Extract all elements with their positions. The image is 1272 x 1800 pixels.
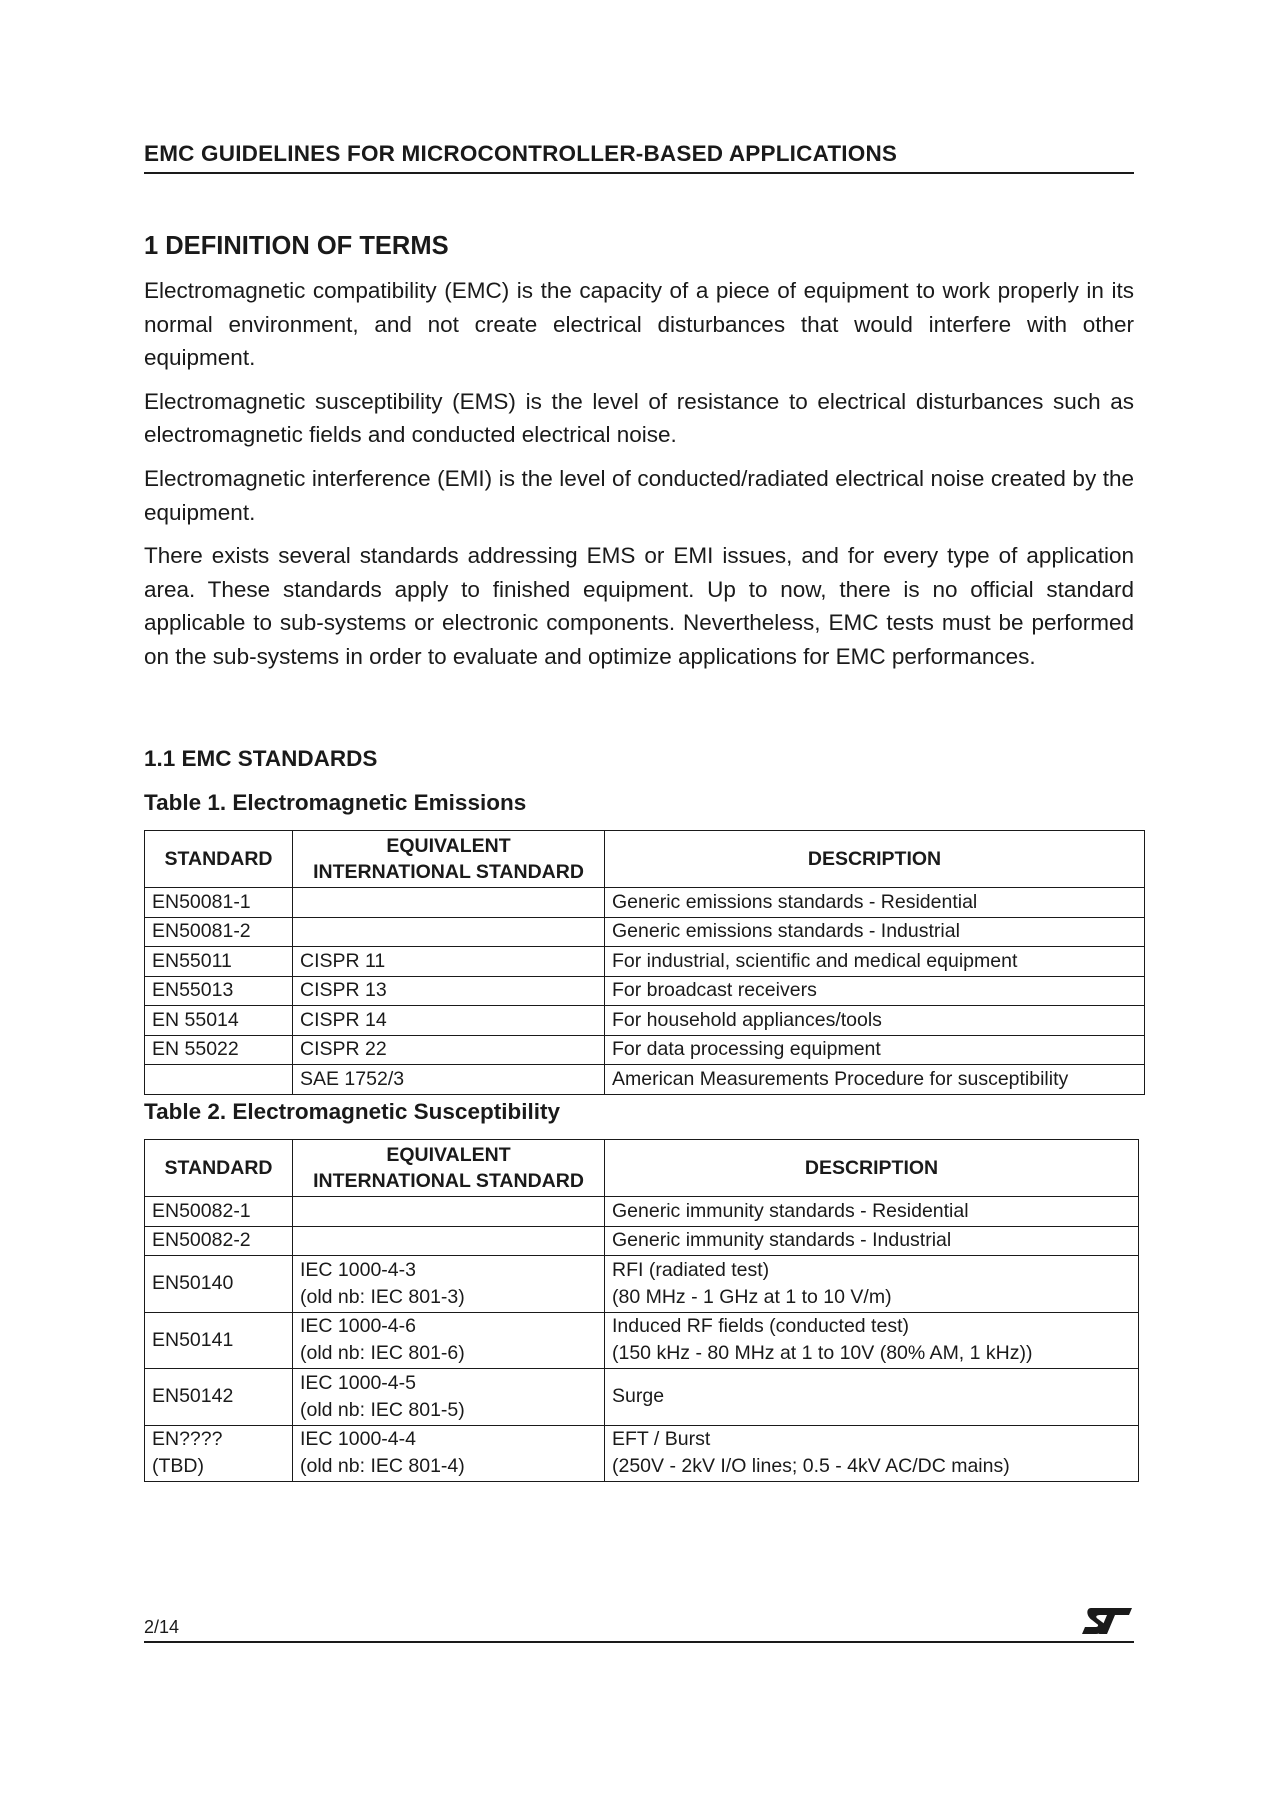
table1-caption: Table 1. Electromagnetic Emissions bbox=[144, 790, 527, 815]
cell-equivalent bbox=[293, 1226, 605, 1256]
header-equivalent-line2: INTERNATIONAL STANDARD bbox=[313, 1170, 584, 1192]
header-standard: STANDARD bbox=[145, 831, 293, 888]
cell-description: Generic immunity standards - Industrial bbox=[605, 1226, 1139, 1256]
running-header: EMC GUIDELINES FOR MICROCONTROLLER-BASED APPLICATIONS bbox=[144, 141, 898, 166]
cell-description-line2: (250V - 2kV I/O lines; 0.5 - 4kV AC/DC mains) bbox=[612, 1455, 1010, 1478]
paragraph-standards: There exists several standards addressing EMS or EMI issues, and for every type of application area. These standards apply to finished equipment. Up to now, there is no official standard applicable to sub-systems or electronic components. Nevertheless, EMC tests must be performed on the sub-systems in order to evaluate and optimize applications for EMC performances. bbox=[144, 543, 1134, 669]
page-number: 2/14 bbox=[144, 1617, 180, 1637]
cell-description: Generic immunity standards - Residential bbox=[605, 1197, 1139, 1227]
cell-equivalent bbox=[293, 1256, 605, 1313]
cell-description: For data processing equipment bbox=[605, 1035, 1145, 1065]
cell-equivalent: CISPR 22 bbox=[293, 1035, 605, 1065]
cell-equivalent-line2: (old nb: IEC 801-4) bbox=[300, 1455, 465, 1478]
cell-description-line1: EFT / Burst bbox=[612, 1428, 711, 1451]
cell-standard: EN50142 bbox=[145, 1369, 293, 1426]
table-row bbox=[145, 1256, 1139, 1313]
header-equivalent-line2: INTERNATIONAL STANDARD bbox=[313, 861, 584, 883]
st-logo-icon bbox=[1080, 1606, 1134, 1636]
cell-equivalent-line1: IEC 1000-4-4 bbox=[300, 1428, 416, 1451]
cell-equivalent: CISPR 14 bbox=[293, 1006, 605, 1036]
table-header-row bbox=[145, 1140, 1139, 1197]
cell-standard: EN50081-1 bbox=[145, 888, 293, 918]
cell-equivalent bbox=[293, 1197, 605, 1227]
cell-standard-line2: (TBD) bbox=[152, 1455, 204, 1478]
paragraph-emc: Electromagnetic compatibility (EMC) is the capacity of a piece of equipment to work properly in its normal environment, and not create electrical disturbances that would interfere with other equipment. bbox=[144, 278, 1134, 371]
cell-description: For broadcast receivers bbox=[605, 976, 1145, 1006]
paragraph-emi: Electromagnetic interference (EMI) is the level of conducted/radiated electrical noise created by the equipment. bbox=[144, 465, 1134, 525]
footer-rule bbox=[144, 1641, 1134, 1643]
susceptibility-table bbox=[144, 1139, 1139, 1482]
table-row bbox=[145, 1226, 1139, 1256]
table-row bbox=[145, 1006, 1145, 1036]
cell-description-line1: Induced RF fields (conducted test) bbox=[612, 1315, 909, 1338]
cell-standard: EN 55014 bbox=[145, 1006, 293, 1036]
table-row bbox=[145, 1197, 1139, 1227]
cell-equivalent-line1: IEC 1000-4-6 bbox=[300, 1315, 416, 1338]
subsection-title: 1.1 EMC STANDARDS bbox=[144, 746, 378, 771]
cell-standard: EN55013 bbox=[145, 976, 293, 1006]
cell-description bbox=[605, 1312, 1139, 1369]
paragraph-ems: Electromagnetic susceptibility (EMS) is the level of resistance to electrical disturbances such as electromagnetic fields and conducted electrical noise. bbox=[144, 388, 1134, 448]
cell-equivalent bbox=[293, 917, 605, 947]
cell-equivalent-line2: (old nb: IEC 801-6) bbox=[300, 1342, 465, 1365]
cell-standard: EN50081-2 bbox=[145, 917, 293, 947]
cell-description: Generic emissions standards - Residential bbox=[605, 888, 1145, 918]
cell-standard: EN50082-1 bbox=[145, 1197, 293, 1227]
cell-description: American Measurements Procedure for susceptibility bbox=[605, 1065, 1145, 1095]
cell-equivalent: CISPR 11 bbox=[293, 947, 605, 977]
table-row bbox=[145, 976, 1145, 1006]
cell-equivalent bbox=[293, 1425, 605, 1482]
header-standard: STANDARD bbox=[145, 1140, 293, 1197]
cell-description bbox=[605, 1256, 1139, 1313]
cell-description: Surge bbox=[605, 1369, 1139, 1426]
cell-standard: EN 55022 bbox=[145, 1035, 293, 1065]
cell-description-line1: RFI (radiated test) bbox=[612, 1258, 770, 1281]
table-row bbox=[145, 1369, 1139, 1426]
cell-standard bbox=[145, 1065, 293, 1095]
cell-standard: EN50140 bbox=[145, 1256, 293, 1313]
cell-equivalent-line1: IEC 1000-4-5 bbox=[300, 1371, 416, 1394]
header-equivalent-line1: EQUIVALENT bbox=[386, 1144, 511, 1166]
header-equivalent bbox=[293, 831, 605, 888]
cell-description: Generic emissions standards - Industrial bbox=[605, 917, 1145, 947]
cell-equivalent-line1: IEC 1000-4-3 bbox=[300, 1258, 416, 1281]
cell-equivalent bbox=[293, 888, 605, 918]
table-header-row bbox=[145, 831, 1145, 888]
emissions-table bbox=[144, 830, 1145, 1095]
table-row bbox=[145, 1425, 1139, 1482]
cell-description-line2: (80 MHz - 1 GHz at 1 to 10 V/m) bbox=[612, 1285, 892, 1308]
cell-equivalent bbox=[293, 1312, 605, 1369]
table2-caption: Table 2. Electromagnetic Susceptibility bbox=[144, 1099, 560, 1124]
cell-equivalent-line2: (old nb: IEC 801-5) bbox=[300, 1398, 465, 1421]
cell-standard: EN50082-2 bbox=[145, 1226, 293, 1256]
section-title: 1 DEFINITION OF TERMS bbox=[144, 232, 449, 260]
header-description: DESCRIPTION bbox=[605, 1140, 1139, 1197]
header-description: DESCRIPTION bbox=[605, 831, 1145, 888]
table-row bbox=[145, 917, 1145, 947]
cell-description bbox=[605, 1425, 1139, 1482]
cell-standard bbox=[145, 1425, 293, 1482]
table-row bbox=[145, 1065, 1145, 1095]
header-rule bbox=[144, 172, 1134, 174]
cell-standard-line1: EN???? bbox=[152, 1428, 223, 1451]
cell-equivalent: SAE 1752/3 bbox=[293, 1065, 605, 1095]
body-text bbox=[144, 274, 1134, 684]
cell-description: For household appliances/tools bbox=[605, 1006, 1145, 1036]
cell-standard: EN50141 bbox=[145, 1312, 293, 1369]
table-row bbox=[145, 1035, 1145, 1065]
cell-description-line2: (150 kHz - 80 MHz at 1 to 10V (80% AM, 1 kHz)) bbox=[612, 1342, 1033, 1365]
cell-equivalent bbox=[293, 1369, 605, 1426]
cell-equivalent: CISPR 13 bbox=[293, 976, 605, 1006]
table-row bbox=[145, 947, 1145, 977]
cell-standard: EN55011 bbox=[145, 947, 293, 977]
header-equivalent bbox=[293, 1140, 605, 1197]
cell-description: For industrial, scientific and medical equipment bbox=[605, 947, 1145, 977]
header-equivalent-line1: EQUIVALENT bbox=[386, 835, 511, 857]
table-row bbox=[145, 888, 1145, 918]
table-row bbox=[145, 1312, 1139, 1369]
cell-equivalent-line2: (old nb: IEC 801-3) bbox=[300, 1285, 465, 1308]
